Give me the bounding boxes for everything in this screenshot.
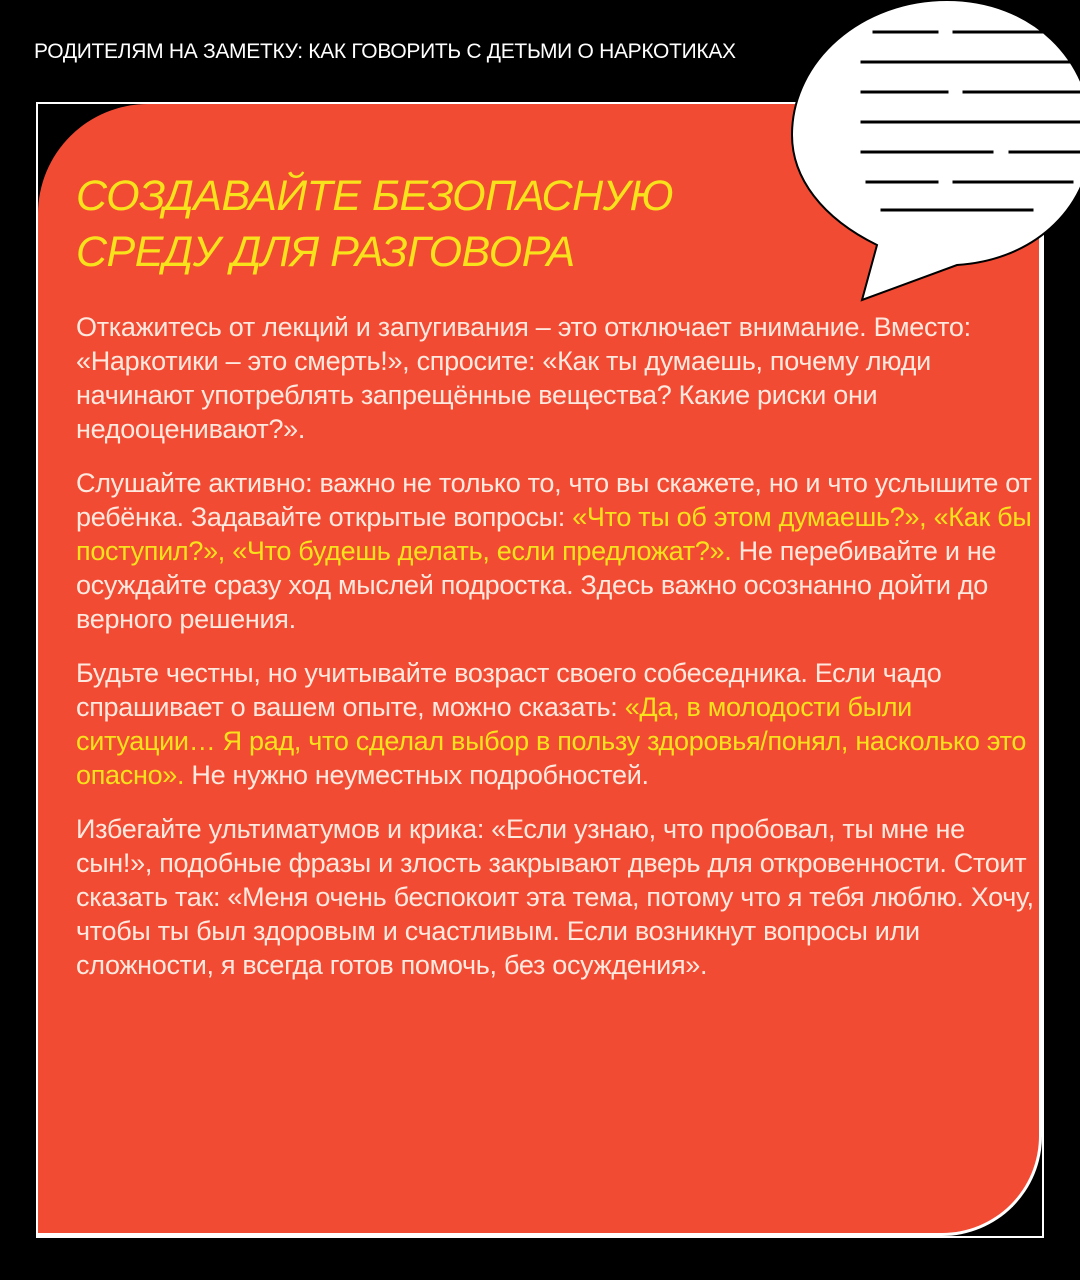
paragraph-3-text: Будьте честны, но учитывайте возраст своего собеседника. Если чадо спрашивает о вашем опыте, можно сказать: <box>76 658 942 722</box>
paragraph-3-tail: Не нужно неуместных подробностей. <box>184 760 649 790</box>
section-title-line-1: СОЗДАВАЙТЕ БЕЗОПАСНУЮ <box>76 172 674 220</box>
paragraph-2-text: Слушайте активно: важно не только то, что вы скажете, но и что услышите от ребёнка. Задавайте открытые вопросы: <box>76 468 1032 532</box>
paragraph-3 <box>76 656 1036 792</box>
section-title <box>76 168 673 280</box>
paragraph-2 <box>76 466 1036 636</box>
paragraph-2-quote: «Что ты об этом думаешь?», «Как бы поступил?», «Что будешь делать, если предложат?». <box>76 502 1032 566</box>
paragraph-4: Избегайте ультиматумов и крика: «Если узнаю, что пробовал, ты мне не сын!», подобные фразы и злость закрывают дверь для откровенности. Стоит сказать так: «Меня очень беспокоит эта тема, потому что я тебя люблю. Хочу, чтобы ты был здоровым и счастливым. Если возникнут вопросы или сложности, я всегда готов помочь, без осуждения». <box>76 814 1034 980</box>
paragraph-1: Откажитесь от лекций и запугивания – это отключает внимание. Вместо: «Наркотики – это смерть!», спросите: «Как ты думаешь, почему люди начинают употреблять запрещённые вещества? Какие риски они недооценивают?». <box>76 312 971 444</box>
header-title: РОДИТЕЛЯМ НА ЗАМЕТКУ: КАК ГОВОРИТЬ С ДЕТЬМИ О НАРКОТИКАХ <box>34 40 736 63</box>
speech-bubble-icon <box>782 0 1080 310</box>
paragraph-3-quote: «Да, в молодости были ситуации… Я рад, что сделал выбор в пользу здоровья/понял, насколько это опасно». <box>76 692 1027 790</box>
section-title-line-2: СРЕДУ ДЛЯ РАЗГОВОРА <box>76 228 575 276</box>
body-text <box>76 310 1036 1002</box>
paragraph-2-tail: Не перебивайте и не осуждайте сразу ход мыслей подростка. Здесь важно осознанно дойти до верного решения. <box>76 536 997 634</box>
